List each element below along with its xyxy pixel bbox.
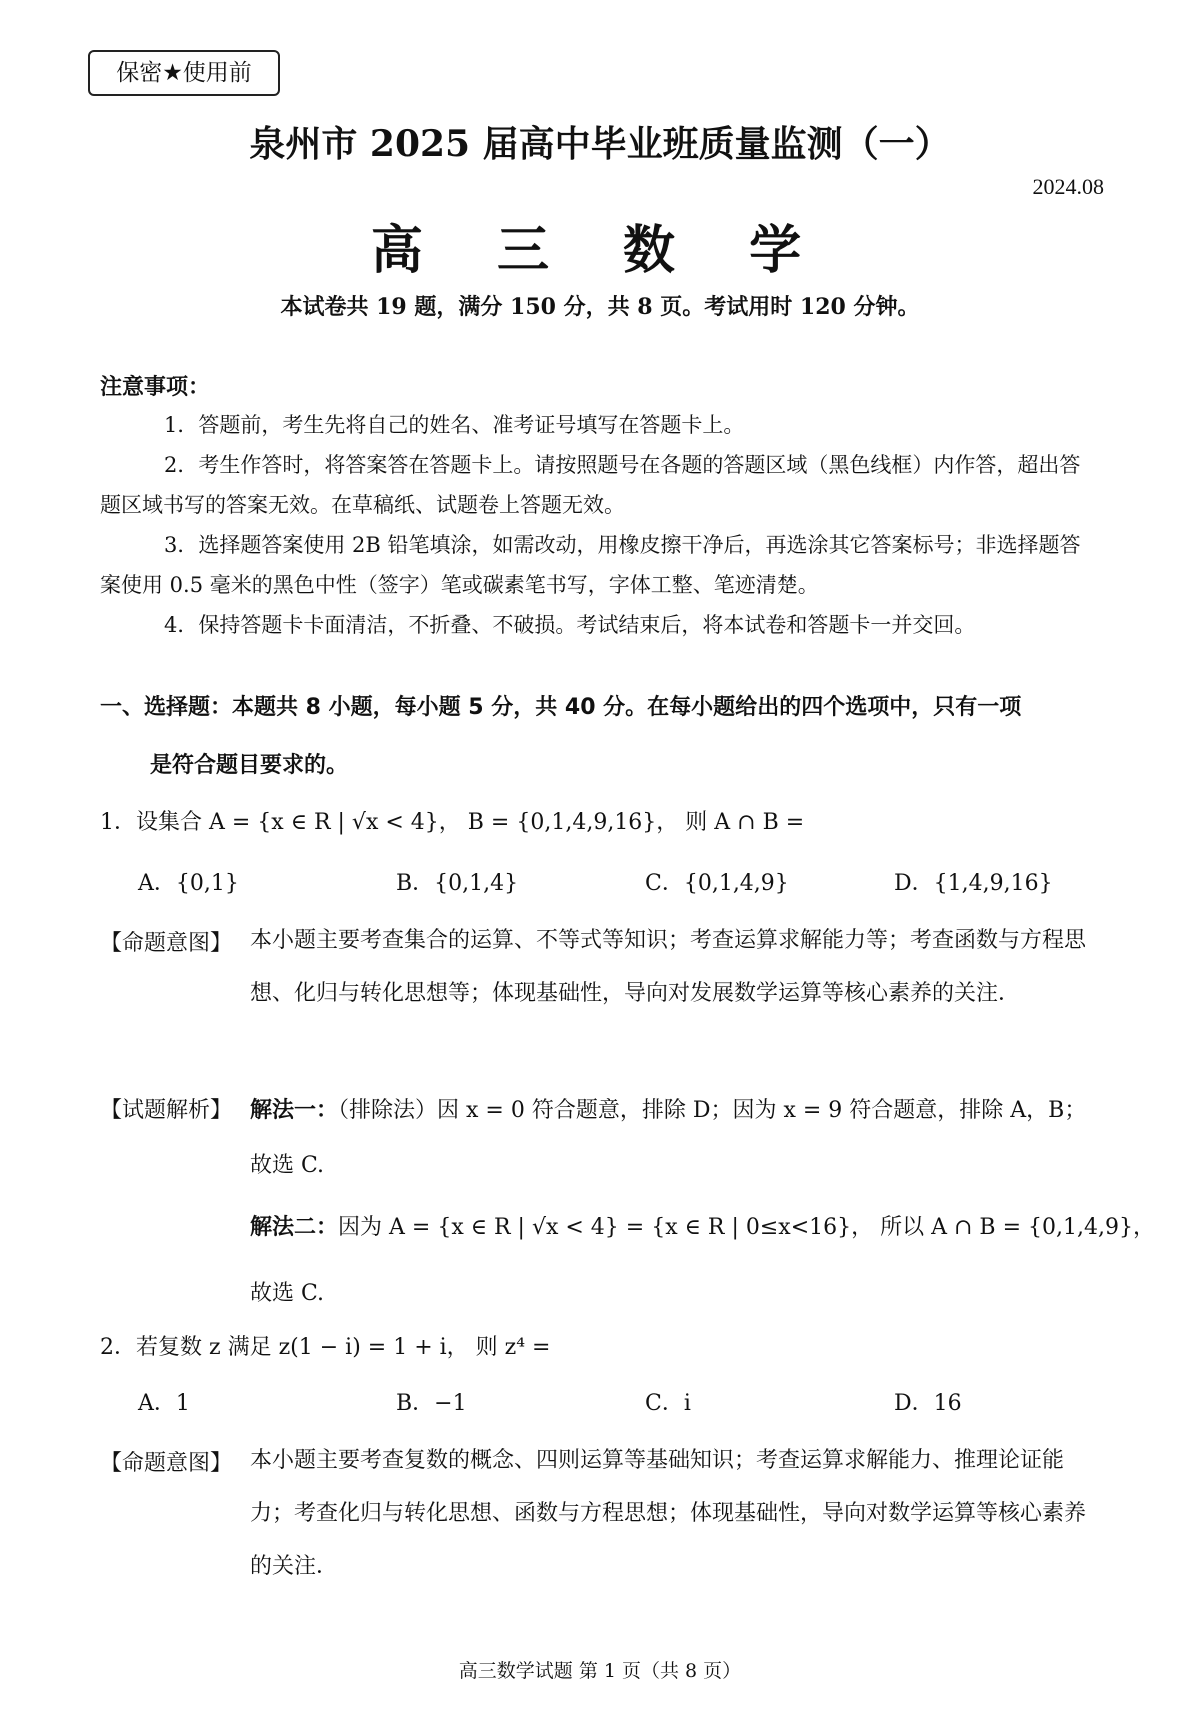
notice-item-4: 4．保持答题卡卡面清洁，不折叠、不破损。考试结束后，将本试卷和答题卡一并交回。 xyxy=(164,613,976,637)
q1-method2 xyxy=(250,1210,1155,1241)
section-heading-cont: 是符合题目要求的。 xyxy=(150,753,349,778)
notice-item-1: 1．答题前，考生先将自己的姓名、准考证号填写在答题卡上。 xyxy=(164,413,745,437)
question-2-stem: 2．若复数 z 满足 z(1 − i) = 1 + i， 则 z⁴ = xyxy=(100,1335,551,1360)
notice-item-2: 2．考生作答时，将答案答在答题卡上。请按照题号在各题的答题区域（黑色线框）内作答，超出答题区域书写的答案无效。在草稿纸、试题卷上答题无效。 xyxy=(100,453,1081,517)
page-footer: 高三数学试题 第 1 页（共 8 页） xyxy=(458,1660,742,1682)
section-heading: 一、选择题：本题共 8 小题，每小题 5 分，共 40 分。在每小题给出的四个选项中，只有一项 xyxy=(100,695,1022,720)
q2-intent-tag: 【命题意图】 xyxy=(100,1451,233,1476)
q1-intent-tag: 【命题意图】 xyxy=(100,931,233,956)
q2-option-c: C．i xyxy=(645,1391,691,1416)
q2-intent: 本小题主要考查复数的概念、四则运算等基础知识；考查运算求解能力、推理论证能力；考查化归与转化思想、函数与方程思想；体现基础性，导向对数学运算等核心素养的关注． xyxy=(250,1448,1087,1579)
q2-option-b: B．−1 xyxy=(396,1391,467,1416)
q1-option-b: B．{0,1,4} xyxy=(396,871,519,896)
q1-method1-line1: （排除法）因 x = 0 符合题意，排除 D；因为 x = 9 符合题意，排除 A，B； xyxy=(338,1098,1087,1123)
confidential-badge: 保密★使用前 xyxy=(88,50,280,96)
q1-option-a: A．{0,1} xyxy=(138,871,239,896)
q1-intent: 本小题主要考查集合的运算、不等式等知识；考查运算求解能力等；考查函数与方程思想、化归与转化思想等；体现基础性，导向对发展数学运算等核心素养的关注． xyxy=(250,928,1087,1006)
q1-method1-line2: 故选 C. xyxy=(250,1153,325,1178)
q2-option-d: D．16 xyxy=(894,1391,962,1416)
notice-item-3: 3．选择题答案使用 2B 铅笔填涂，如需改动，用橡皮擦干净后，再选涂其它答案标号；非选择题答案使用 0.5 毫米的黑色中性（签字）笔或碳素笔书写，字体工整、笔迹清楚。 xyxy=(100,533,1081,597)
subject-title: 高 三 数 学 xyxy=(370,221,830,281)
q1-option-c: C．{0,1,4,9} xyxy=(645,871,789,896)
q1-option-d: D．{1,4,9,16} xyxy=(894,871,1053,896)
exam-info: 本试卷共 19 题，满分 150 分，共 8 页。考试用时 120 分钟。 xyxy=(280,294,920,320)
exam-title: 泉州市 2025 届高中毕业班质量监测（一） xyxy=(249,123,951,165)
q1-method1 xyxy=(250,1093,1086,1124)
exam-date: 2024.08 xyxy=(1032,174,1104,199)
q1-method2-label: 解法二： xyxy=(250,1214,339,1240)
q1-method1-label: 解法一： xyxy=(250,1097,339,1123)
notice-title: 注意事项： xyxy=(100,375,211,400)
q1-analysis-tag: 【试题解析】 xyxy=(100,1098,233,1123)
q1-method2-line1: 因为 A = {x ∈ R | √x < 4} = {x ∈ R | 0≤x<16}， 所以 A ∩ B = {0,1,4,9}， xyxy=(338,1215,1155,1240)
q1-method2-line2: 故选 C. xyxy=(250,1281,325,1306)
question-1-stem: 1．设集合 A = {x ∈ R | √x < 4}， B = {0,1,4,9,16}， 则 A ∩ B = xyxy=(100,810,805,835)
q2-option-a: A．1 xyxy=(138,1391,190,1416)
